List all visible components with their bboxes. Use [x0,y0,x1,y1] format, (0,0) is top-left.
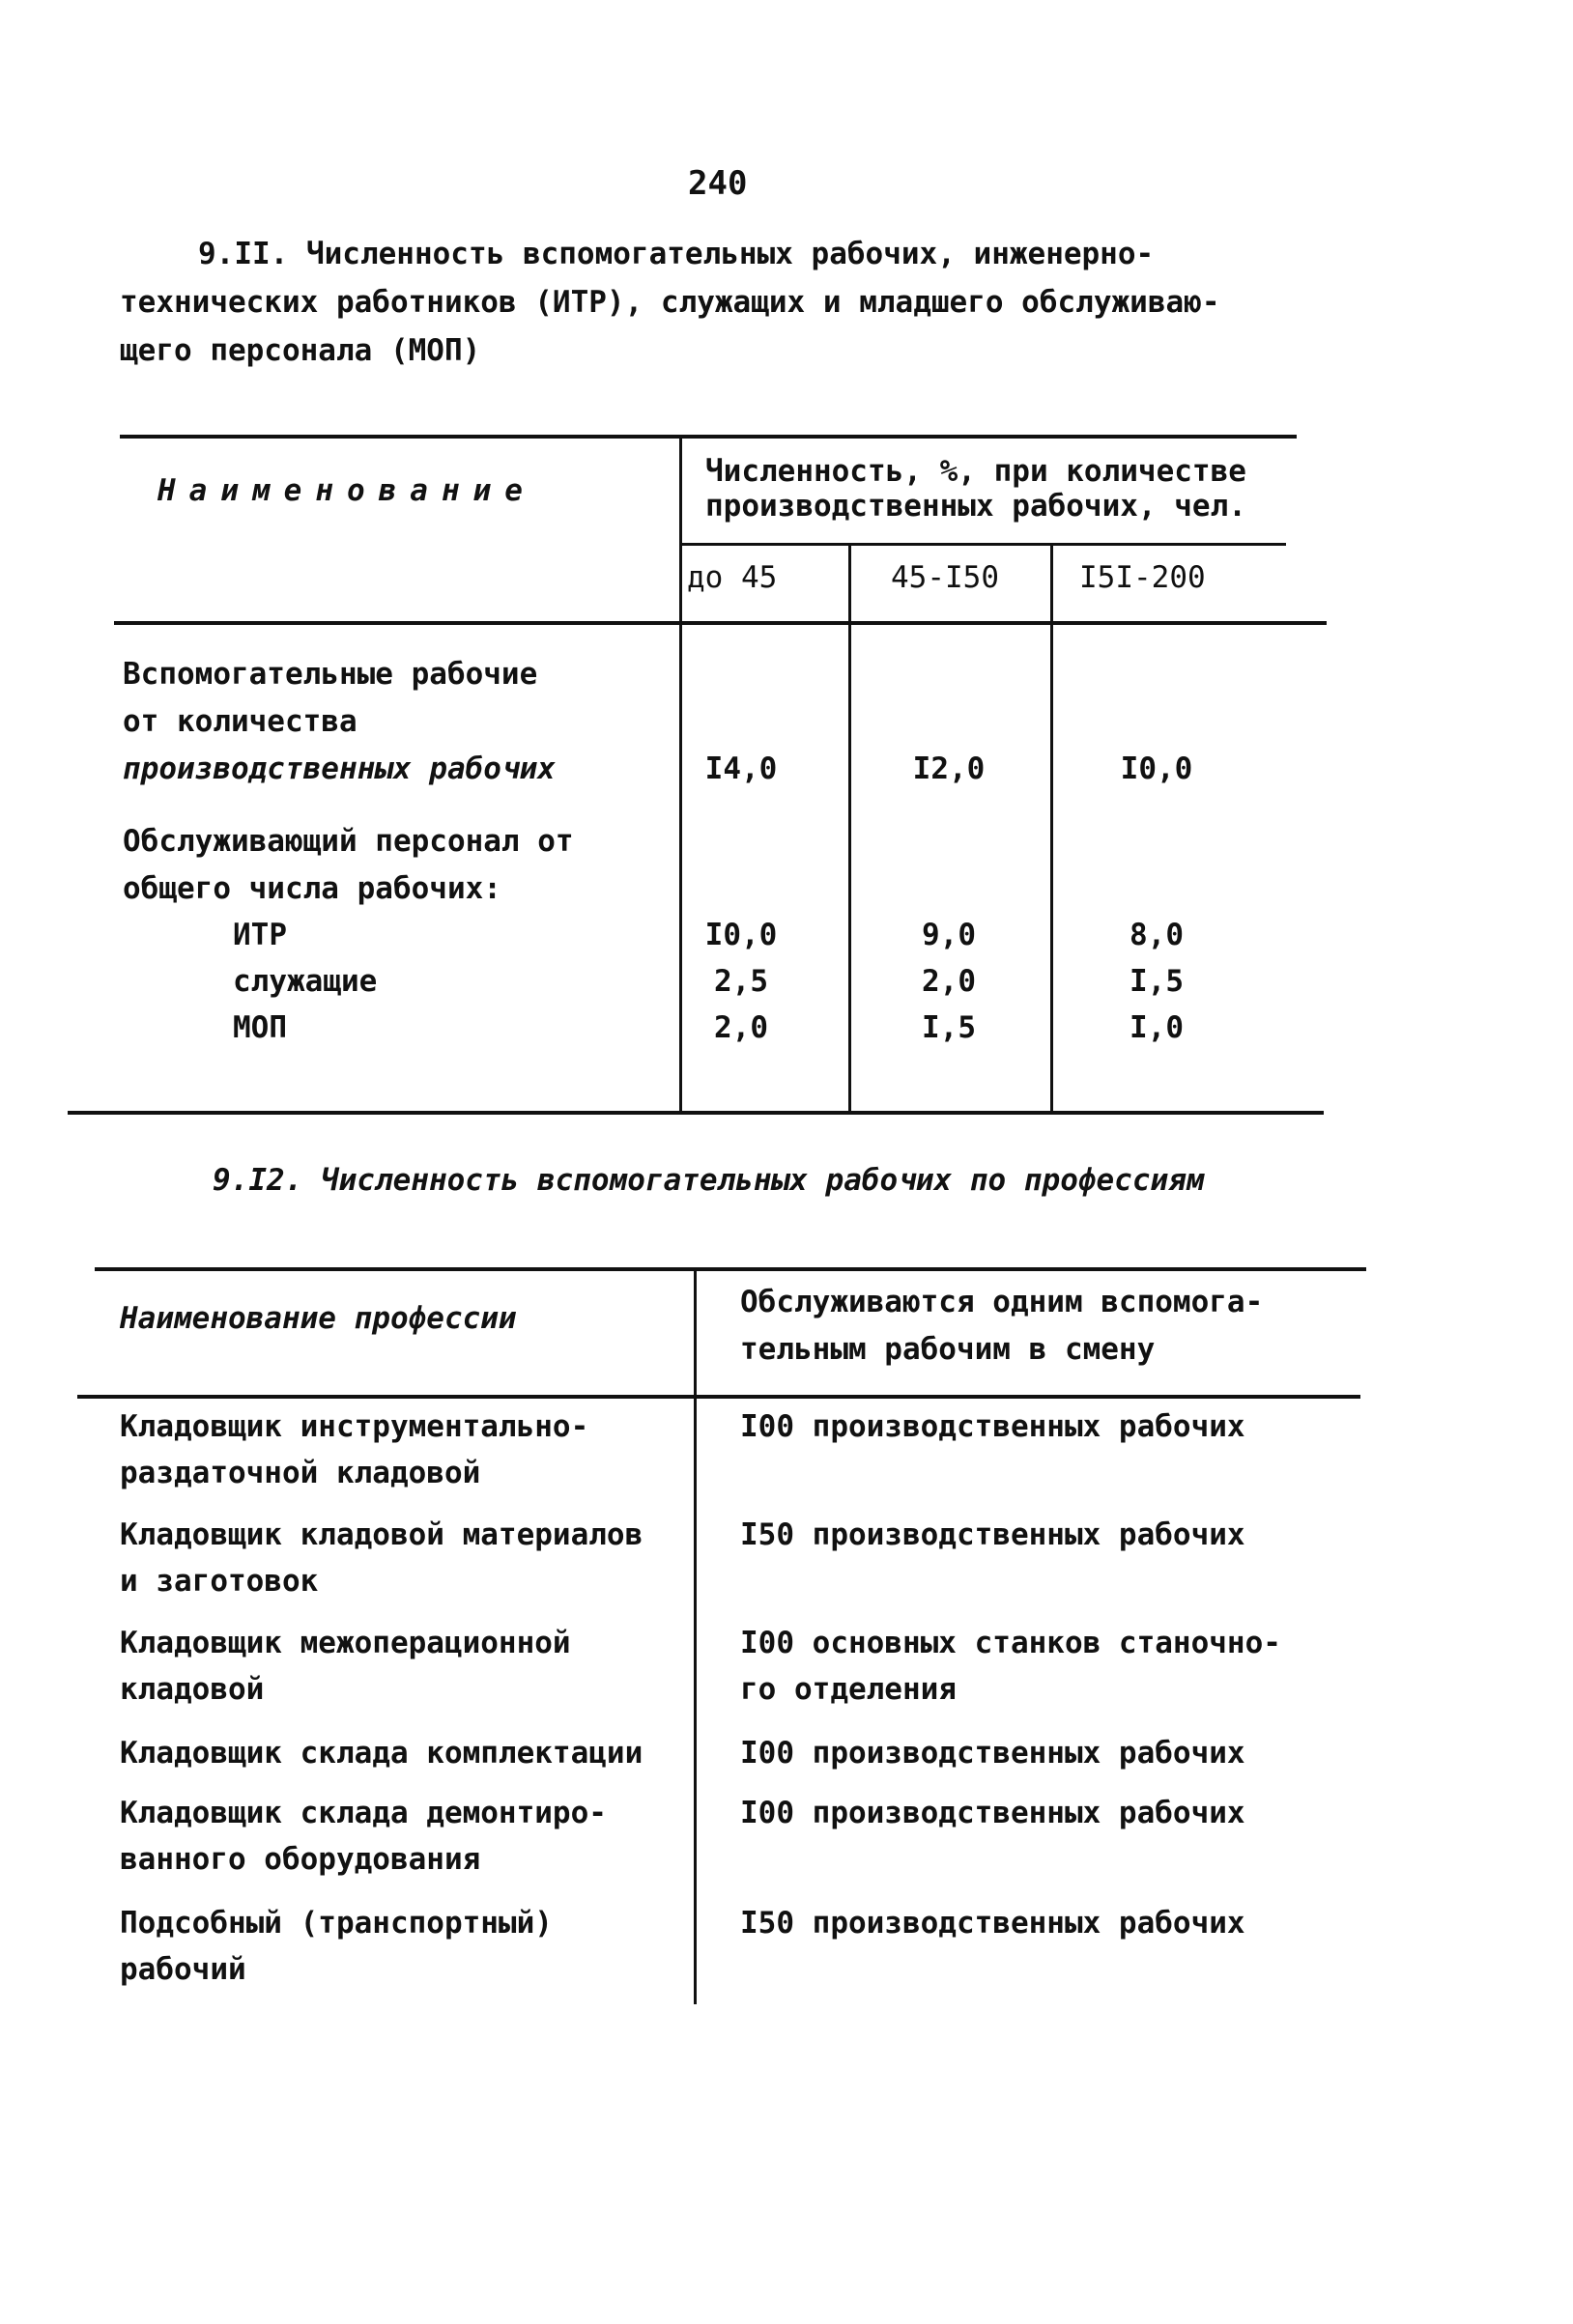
table1-row-label: Вспомогательные рабочие [123,657,538,692]
table2-row-value: I00 производственных рабочих [740,1409,1245,1444]
table1-cell: I0,0 [704,918,778,952]
table2-row-name: ванного оборудования [120,1842,481,1877]
table1-cell: 2,0 [714,1010,768,1045]
table1-cell: 2,5 [714,964,768,999]
table1-top-rule [120,435,1297,439]
table2-header-col2-line-2: тельным рабочим в смену [740,1332,1156,1367]
table2-row-value: го отделения [740,1672,957,1707]
table2-row-name: раздаточной кладовой [120,1456,481,1490]
table1-cell: I4,0 [704,751,778,786]
table2-header-rule [77,1395,1360,1399]
table1-header-rule [114,621,1327,625]
table1-col-header-1: до 45 [687,560,778,595]
table1-title-line-2: технических работников (ИТР), служащих и младшего обслуживаю- [120,285,1220,320]
table1-title-line-1: 9.II. Численность вспомогательных рабочих, инженерно- [198,237,1155,271]
table1-row-label: Обслуживающий персонал от [123,824,574,859]
table2-row-name: и заготовок [120,1564,319,1599]
table1-cell: I,5 [1130,964,1184,999]
table1-cell: I0,0 [1120,751,1193,786]
table1-col-divider-2 [848,545,851,1111]
table1-bottom-rule [68,1111,1324,1115]
table1-row-label: служащие [233,964,378,999]
table1-row-label: МОП [233,1010,287,1045]
table1-row-label: от количества [123,704,358,739]
table2-title: 9.I2. Численность вспомогательных рабочих по профессиям [213,1163,1205,1198]
table1-header-group-line-1: Численность, %, при количестве [705,454,1246,489]
table2-top-rule [95,1267,1366,1271]
table2-col-divider [694,1267,697,2004]
table2-row-value: I50 производственных рабочих [740,1906,1245,1941]
table2-row-name: рабочий [120,1952,246,1987]
table1-row-label: производственных рабочих [123,751,556,786]
table1-header-name: Наименование [157,473,536,508]
table1-cell: 8,0 [1130,918,1184,952]
table1-cell: 9,0 [922,918,976,952]
table2-row-name: Кладовщик кладовой материалов [120,1517,644,1552]
table1-row-label: ИТР [233,918,287,952]
table2-row-name: Кладовщик склада демонтиро- [120,1796,607,1830]
table1-cell: I,5 [922,1010,976,1045]
table1-col-divider-3 [1050,545,1053,1111]
table1-header-group-line-2: производственных рабочих, чел. [705,489,1246,524]
table2-row-value: I00 производственных рабочих [740,1736,1245,1771]
table1-subheader-rule [681,543,1286,546]
table1-cell: I,0 [1130,1010,1184,1045]
table2-row-value: I00 производственных рабочих [740,1796,1245,1830]
table1-col-header-3: I5I-200 [1079,560,1206,595]
table2-row-value: I00 основных станков станочно- [740,1626,1281,1660]
table1-cell: 2,0 [922,964,976,999]
page-number: 240 [688,164,748,203]
table2-header-col2-line-1: Обслуживаются одним вспомога- [740,1285,1264,1319]
table2-row-value: I50 производственных рабочих [740,1517,1245,1552]
table1-col-header-2: 45-I50 [891,560,999,595]
table2-row-name: кладовой [120,1672,265,1707]
table1-cell: I2,0 [912,751,986,786]
table1-row-label: общего числа рабочих: [123,871,501,906]
table2-row-name: Кладовщик инструментально- [120,1409,589,1444]
table1-title-line-3: щего персонала (МОП) [120,333,481,368]
table2-row-name: Кладовщик межоперационной [120,1626,571,1660]
table2-header-col1: Наименование профессии [120,1301,517,1336]
table2-row-name: Подсобный (транспортный) [120,1906,553,1941]
table2-row-name: Кладовщик склада комплектации [120,1736,644,1771]
